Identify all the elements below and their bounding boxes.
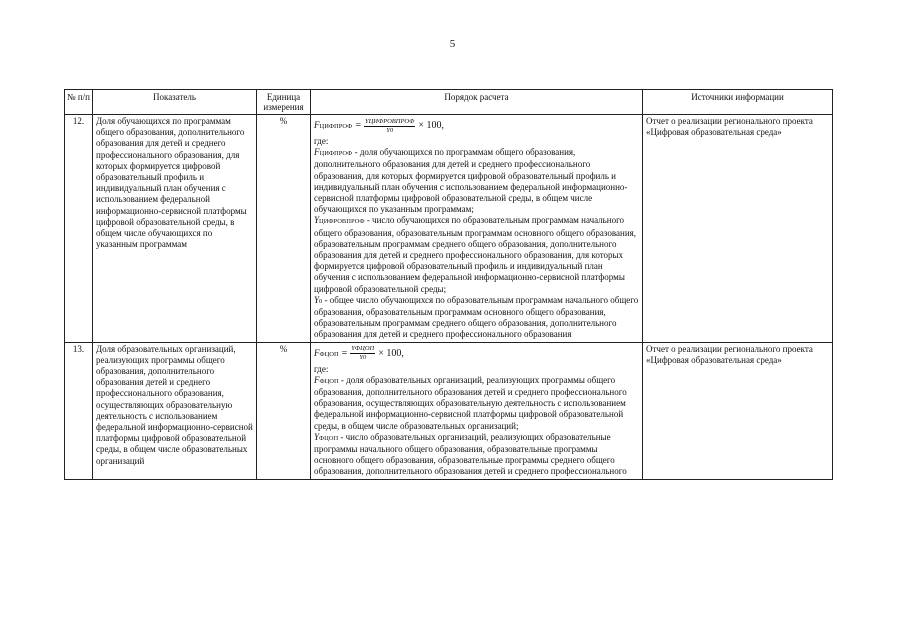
header-source: Источники информации — [643, 90, 833, 115]
def-symbol: Y — [314, 215, 320, 226]
formula-lhs-sub: ЦИФПРОФ — [319, 122, 353, 130]
where-label: где: — [314, 136, 329, 146]
definition — [314, 295, 639, 341]
table-row — [65, 115, 833, 343]
formula-eq: = — [355, 120, 361, 132]
definition — [314, 215, 639, 294]
indicators-table — [64, 89, 833, 480]
unit-cell: % — [257, 115, 311, 343]
def-subscript: ФЦОП — [319, 434, 339, 442]
def-text: - число обучающихся по образовательным программам начального общего образования, образовательным программам основного общего образования, образовательным программам среднего общего образования, дополнительного образования для детей и среднего профессионального образования, для которых формируется цифровой образовательный профиль и индивидуальный план обучения с использованием федеральной информационно-сервисной платформы цифровой образовательной среды; — [314, 215, 637, 294]
formula-num: Y — [351, 345, 355, 353]
def-text: - доля образовательных организаций, реализующих программы общего образования, дополнительного образования детей и среднего профессионального образования, осуществляющих образовательную деятельность с использованием федеральной информационно-сервисной платформы цифровой образовательной среды, в общем числе образовательных организаций; — [314, 374, 627, 431]
formula-den-sub: 0 — [389, 126, 394, 134]
def-symbol: F — [314, 147, 320, 158]
page-number: 5 — [449, 38, 456, 50]
header-calc: Порядок расчета — [311, 90, 643, 115]
definition — [314, 432, 639, 478]
header-num: № п/п — [65, 90, 93, 115]
def-symbol: Y — [314, 431, 320, 442]
formula-num-sub: ФЦОП — [354, 345, 375, 353]
header-unit: Единица измерения — [257, 90, 311, 115]
formula-fraction — [364, 118, 415, 135]
formula-den: Y — [359, 354, 363, 362]
def-symbol: Y — [314, 294, 320, 305]
row-number: 13. — [65, 342, 93, 479]
def-symbol: F — [314, 374, 320, 385]
formula-lhs-sub: ФЦОП — [319, 350, 339, 358]
formula-eq: = — [341, 348, 348, 360]
formula-lhs: F — [314, 119, 320, 130]
table-row — [65, 342, 833, 479]
definition — [314, 375, 639, 432]
formula-den: Y — [386, 126, 390, 134]
formula-tail: × 100, — [378, 348, 404, 360]
formula — [314, 116, 639, 136]
def-text: - доля обучающихся по программам общего образования, дополнительного образования для детей и среднего профессионального образования, для которых формируется цифровой образовательный профиль и индивидуальный план обучения с использованием федеральной информационно-сервисной платформы цифровой образовательной среды, в общем числе обучающихся по указанным программам; — [314, 147, 628, 215]
formula-lhs: F — [314, 347, 320, 358]
indicator-cell: Доля обучающихся по программам общего образования, дополнительного образования для детей и среднего профессионального образования, для которых формируется цифровой образовательный профиль и индивидуальный план обучения с использованием федеральной информационно-сервисной платформы цифровой образовательной среды, в общем числе обучающихся по указанным программам — [93, 115, 257, 343]
def-subscript: 0 — [319, 297, 323, 305]
def-subscript: ЦИФРОВПРОФ — [319, 218, 365, 226]
formula-fraction — [350, 345, 375, 362]
formula-num-sub: ЦИФРОВПРОФ — [368, 117, 415, 125]
where-label: где: — [314, 363, 329, 374]
def-text: - общее число обучающихся по образовательным программам начального общего образования, образовательным программам основного общего образования, образовательным программам среднего общего образования, дополнительного образования для детей и среднего профессионального образования — [314, 294, 639, 340]
source-cell: Отчет о реализации регионального проекта «Цифровая образовательная среда» — [643, 342, 833, 479]
table-header-row — [65, 90, 833, 115]
def-subscript: ФЦОП — [319, 377, 339, 385]
formula — [314, 344, 639, 364]
calc-cell — [311, 115, 643, 343]
formula-tail: × 100, — [418, 120, 444, 132]
formula-num: Y — [364, 117, 369, 125]
source-cell: Отчет о реализации регионального проекта «Цифровая образовательная среда» — [643, 115, 833, 343]
unit-cell: % — [257, 342, 311, 479]
indicator-cell: Доля образовательных организаций, реализующих программы общего образования, дополнительного образования детей и среднего профессионального образования, осуществляющих образовательную деятельность с использованием федеральной информационно-сервисной платформы цифровой образовательной среды, в общем числе образовательных организаций — [93, 342, 257, 479]
def-text: - число образовательных организаций, реализующих образовательные программы начального общего образования, образовательные программы основного общего образования, образовательные программы среднего общего образования, дополнительного образования детей и среднего профессионального — [314, 431, 627, 477]
calc-cell — [311, 342, 643, 479]
header-indicator: Показатель — [93, 90, 257, 115]
row-number: 12. — [65, 115, 93, 343]
definition — [314, 147, 639, 215]
formula-den-sub: 0 — [362, 354, 367, 362]
def-subscript: ЦИФПРОФ — [319, 150, 353, 158]
